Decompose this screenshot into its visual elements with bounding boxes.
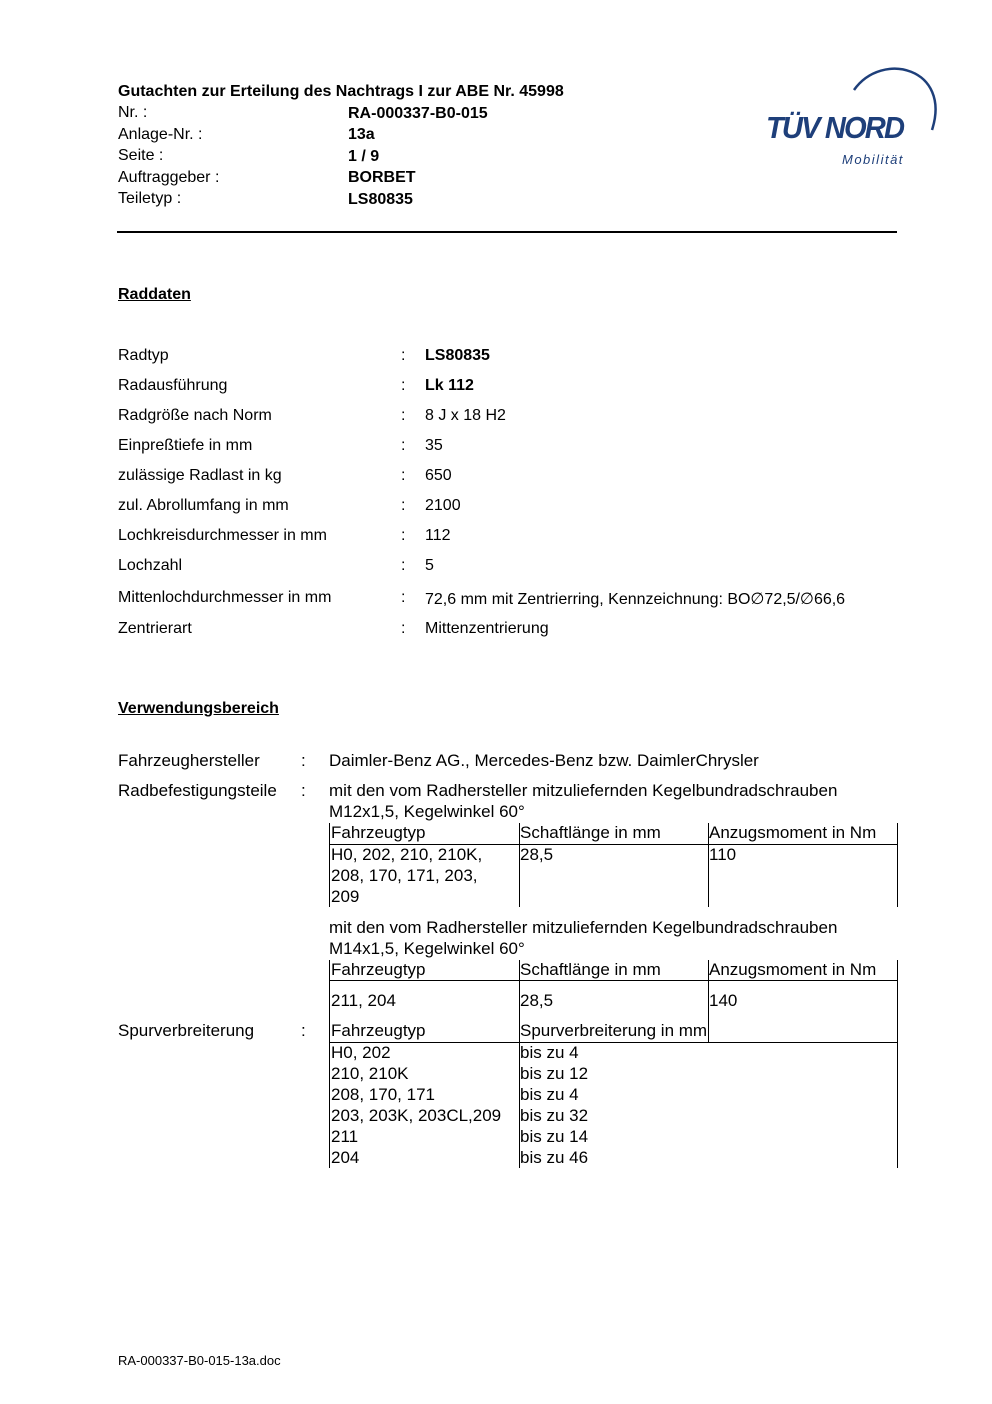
raddaten-value: 8 J x 18 H2 — [425, 407, 506, 424]
raddaten-value: 2100 — [425, 497, 461, 514]
header-value-seite: 1 / 9 — [348, 148, 380, 165]
raddaten-value: 650 — [425, 467, 452, 484]
raddaten-label: Zentrierart — [118, 620, 192, 637]
raddaten-label: Lochkreisdurchmesser in mm — [118, 527, 327, 544]
section-heading-verwendungsbereich: Verwendungsbereich — [118, 700, 279, 717]
raddaten-label: Einpreßtiefe in mm — [118, 437, 253, 454]
header-value-nr: RA-000337-B0-015 — [348, 105, 488, 122]
spur-label: Spurverbreiterung — [118, 1021, 255, 1040]
header-label-auftraggeber: Auftraggeber : — [118, 169, 220, 186]
table-cell: bis zu 32 — [520, 1106, 589, 1125]
table-border — [897, 1042, 898, 1168]
table-border — [329, 980, 898, 981]
hersteller-label: Fahrzeughersteller — [118, 751, 260, 770]
raddaten-label: zul. Abrollumfang in mm — [118, 497, 289, 514]
table-cell: 208, 170, 171, 203, — [331, 866, 478, 885]
bolts2-line2: M14x1,5, Kegelwinkel 60° — [329, 939, 525, 958]
table-cell: 208, 170, 171 — [331, 1085, 435, 1104]
raddaten-value: 35 — [425, 437, 443, 454]
befestigung-colon: : — [301, 781, 306, 800]
spur-colon: : — [301, 1021, 306, 1040]
hersteller-value: Daimler-Benz AG., Mercedes-Benz bzw. DaimlerChrysler — [329, 751, 759, 770]
raddaten-value: 72,6 mm mit Zentrierring, Kennzeichnung: BO∅72,5/∅66,6 — [425, 591, 846, 608]
raddaten-value: 5 — [425, 557, 434, 574]
table-cell: 204 — [331, 1148, 360, 1167]
raddaten-colon: : — [401, 527, 406, 544]
raddaten-value: 112 — [425, 527, 451, 544]
table-cell: 140 — [709, 991, 738, 1010]
raddaten-label: Radausführung — [118, 377, 228, 394]
raddaten-colon: : — [401, 437, 406, 454]
table-border — [897, 960, 898, 1042]
footer-filename: RA-000337-B0-015-13a.doc — [118, 1353, 281, 1368]
table-cell: 211 — [331, 1127, 359, 1146]
table-cell: bis zu 14 — [520, 1127, 589, 1146]
table-cell: bis zu 4 — [520, 1085, 579, 1104]
table-border — [897, 823, 898, 907]
table-cell: 203, 203K, 203CL,209 — [331, 1106, 502, 1125]
table-header: Fahrzeugtyp — [331, 1021, 426, 1040]
header-label-anlage: Anlage-Nr. : — [118, 126, 203, 143]
header-label-seite: Seite : — [118, 147, 164, 164]
header-value-teiletyp: LS80835 — [348, 191, 413, 208]
tuv-nord-logo — [762, 58, 942, 170]
table-cell: H0, 202 — [331, 1043, 391, 1062]
report-title: Gutachten zur Erteilung des Nachtrags I zur ABE Nr. 45998 — [118, 83, 564, 100]
raddaten-colon: : — [401, 557, 406, 574]
table-cell: 211, 204 — [331, 991, 396, 1010]
raddaten-value: Lk 112 — [425, 377, 474, 394]
bolts2-line1: mit den vom Radhersteller mitzuliefernden Kegelbundradschrauben — [329, 918, 838, 937]
table-header: Schaftlänge in mm — [520, 823, 661, 842]
table-border — [329, 960, 330, 1042]
table-cell: 209 — [331, 887, 360, 906]
raddaten-colon: : — [401, 407, 406, 424]
raddaten-colon: : — [401, 589, 406, 606]
header-divider — [117, 231, 897, 233]
bolts1-line2: M12x1,5, Kegelwinkel 60° — [329, 802, 525, 821]
raddaten-colon: : — [401, 347, 406, 364]
table-border — [329, 823, 330, 907]
table-header: Fahrzeugtyp — [331, 823, 426, 842]
table-cell: 28,5 — [520, 991, 554, 1010]
table-header: Fahrzeugtyp — [331, 960, 426, 979]
raddaten-colon: : — [401, 497, 406, 514]
header-label-teiletyp: Teiletyp : — [118, 190, 182, 207]
table-cell: 210, 210K — [331, 1064, 409, 1083]
table-border — [329, 1042, 330, 1168]
table-cell: 28,5 — [520, 845, 554, 864]
raddaten-label: Mittenlochdurchmesser in mm — [118, 589, 332, 606]
table-header: Anzugsmoment in Nm — [709, 823, 877, 842]
table-header: Spurverbreiterung in mm — [520, 1021, 708, 1040]
raddaten-value: Mittenzentrierung — [425, 620, 549, 637]
table-cell: bis zu 46 — [520, 1148, 589, 1167]
raddaten-colon: : — [401, 467, 406, 484]
section-heading-raddaten: Raddaten — [118, 286, 191, 303]
raddaten-label: Radgröße nach Norm — [118, 407, 272, 424]
header-label-nr: Nr. : — [118, 104, 148, 121]
logo-subtitle: Mobilität — [842, 152, 904, 167]
table-cell: 110 — [709, 845, 737, 864]
header-value-auftraggeber: BORBET — [348, 169, 416, 186]
raddaten-label: zulässige Radlast in kg — [118, 467, 282, 484]
raddaten-label: Radtyp — [118, 347, 169, 364]
bolts1-line1: mit den vom Radhersteller mitzuliefernden Kegelbundradschrauben — [329, 781, 838, 800]
table-header: Schaftlänge in mm — [520, 960, 661, 979]
raddaten-colon: : — [401, 377, 406, 394]
table-cell: bis zu 12 — [520, 1064, 589, 1083]
table-border — [329, 1042, 898, 1043]
table-cell: H0, 202, 210, 210K, — [331, 845, 483, 864]
raddaten-label: Lochzahl — [118, 557, 183, 574]
hersteller-colon: : — [301, 751, 306, 770]
befestigung-label: Radbefestigungsteile — [118, 781, 277, 800]
raddaten-value: LS80835 — [425, 347, 490, 364]
logo-brand: TÜV NORD — [766, 110, 904, 145]
header-value-anlage: 13a — [348, 126, 375, 143]
table-header: Anzugsmoment in Nm — [709, 960, 877, 979]
table-cell: bis zu 4 — [520, 1043, 579, 1062]
raddaten-colon: : — [401, 620, 406, 637]
